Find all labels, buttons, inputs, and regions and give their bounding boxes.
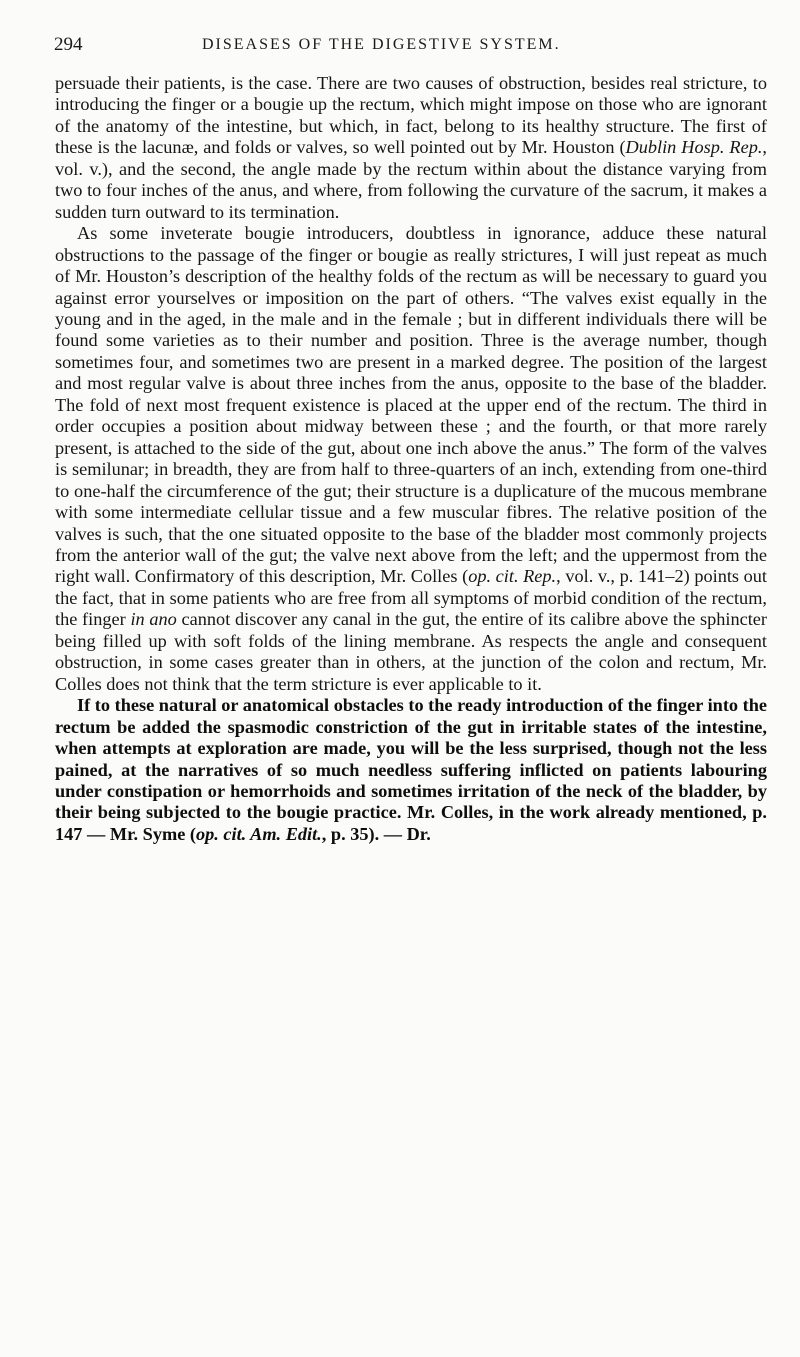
paragraph-3 bbox=[55, 695, 767, 845]
text-run: persuade their patients, is the case. There are two causes of obstruction, besides real stricture, to introducing the finger or a bougie up the rectum, which might impose on those who are ignorant of the anatomy of the intestine, but which, in fact, belong to its healthy structure. The first of these is the lacunæ, and folds or valves, so well pointed out by Mr. Houston ( bbox=[55, 73, 767, 158]
text-run: , vol. v., p. 141–2) points out the fact, that in some patients who are free from all symptoms of morbid condition of the rectum, the finger bbox=[55, 566, 768, 630]
paragraph-1 bbox=[55, 73, 767, 223]
phrase-in-ano: in ano bbox=[130, 609, 177, 630]
text-run: cannot discover any canal in the gut, the entire of its calibre above the sphincter being filled up with soft folds of the lining membrane. As respects the angle and consequent obstruction, in some cases greater than in others, at the junction of the colon and rectum, Mr. Colles does not think that the term stricture is ever applicable to it. bbox=[55, 609, 767, 694]
citation-op-cit-rep: op. cit. Rep. bbox=[468, 566, 557, 587]
text-run: , vol. v.), and the second, the angle made by the rectum within about the distance varying from two to four inches of the anus, and where, from following the curvature of the sacrum, it makes a sudden turn outward to its termination. bbox=[55, 137, 767, 222]
running-head bbox=[54, 34, 784, 58]
text-run: As some inveterate bougie introducers, doubtless in ignorance, adduce these natural obstructions to the passage of the finger or bougie as really strictures, I will just repeat as much of Mr. Houston’s description of the healthy folds of the rectum as will be necessary to guard you against error yourselves or imposition on the part of others. “The valves exist equally in the young and in the aged, in the male and in the female ; but in different individuals there will be found some varieties as to their number and position. Three is the average number, though sometimes four, and sometimes two are present in a marked degree. The position of the largest and most regular valve is about three inches from the anus, opposite to the base of the bladder. The fold of next most frequent existence is placed at the upper end of the rectum. The third in order occupies a position about midway between these ; and the fourth, or that more rarely present, is attached to the side of the gut, about one inch above the anus.” The form of the valves is semilunar; in breadth, they are from half to three-quarters of an inch, extending from one-third to one-half the circumference of the gut; their structure is a duplicature of the mucous membrane with some intermediate cellular tissue and a few muscular fibres. The relative position of the valves is such, that the one situated opposite to the base of the bladder most commonly projects from the anterior wall of the gut; the valve next above from the left; and the uppermost from the right wall. Confirmatory of this description, Mr. Colles ( bbox=[55, 223, 767, 587]
running-title: DISEASES OF THE DIGESTIVE SYSTEM. bbox=[202, 36, 561, 53]
citation-op-cit-am-edit: op. cit. Am. Edit. bbox=[195, 823, 322, 844]
paragraph-2 bbox=[55, 223, 767, 695]
citation-dublin-hosp-rep: Dublin Hosp. Rep. bbox=[625, 137, 763, 158]
text-run: If to these natural or anatomical obstacles to the ready introduction of the finger into the rectum be added the spasmodic constriction of the gut in irritable states of the intestine, when attempts at exploration are made, you will be the less surprised, though not the less pained, at the narratives of so much needless suffering inflicted on patients labouring under constipation or hemorrhoids and sometimes irritation of the neck of the bladder, by their being subjected to the bougie practice. Mr. Colles, in the work already mentioned, p. 147 — Mr. Syme ( bbox=[55, 695, 767, 844]
text-run: , p. 35). — Dr. bbox=[321, 823, 431, 844]
page-number: 294 bbox=[54, 34, 83, 55]
body-text bbox=[55, 73, 767, 845]
